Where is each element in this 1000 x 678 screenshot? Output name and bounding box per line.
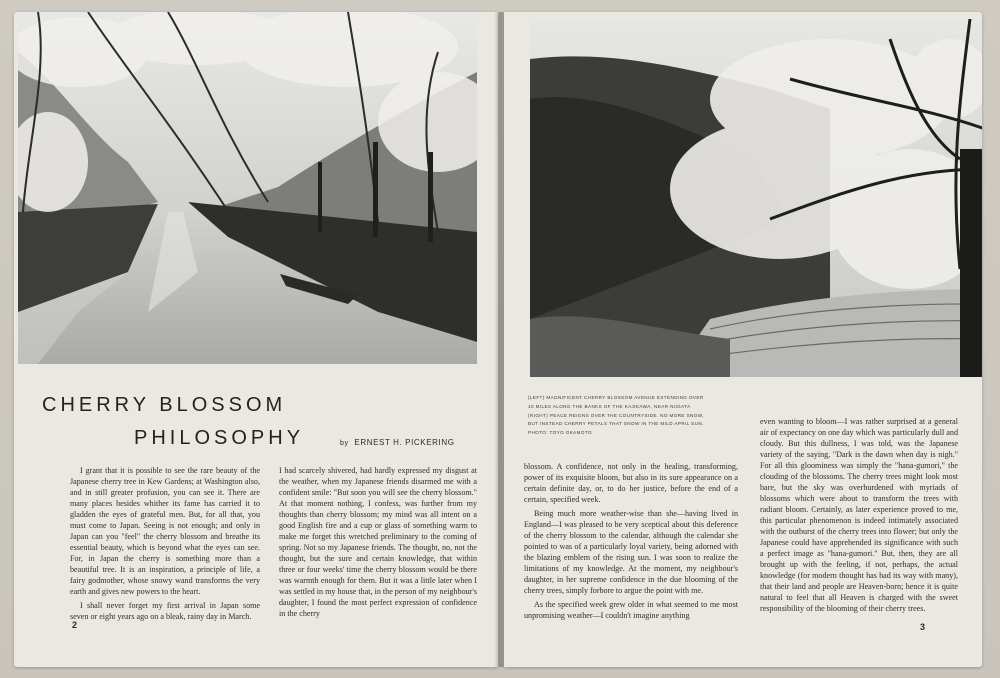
caption-line: BUT INSTEAD CHERRY PETALS THAT SNOW IN THE MILD APRIL SUN. <box>528 421 704 427</box>
photo-caption <box>528 394 738 438</box>
left-column-1 <box>70 465 260 625</box>
caption-line: (LEFT) MAGNIFICENT CHERRY BLOSSOM AVENUE EXTENDING OVER <box>528 395 704 400</box>
right-page <box>504 12 982 667</box>
paragraph: I grant that it is possible to see the rare beauty of the Japanese cherry tree in Kew Gardens; at Washington also, and in still greater profusion, you can see it. There are many places besides whither its fame has carried it to gladden the eyes of grateful men. But, for all that, you must come to Japan. Seeing is not enough; and only in Japan can you "feel" the cherry blossom and breathe its essential beauty, which is beyond what the eyes can see. For, in Japan the cherry is something more than a beautiful tree. It is an inspiration, a principle of life, a fairy godmother, whose snowy wand transforms the very earth and gives new powers to the heart. <box>70 466 260 596</box>
byline-by: by <box>340 440 349 447</box>
paragraph: blossom. A confidence, not only in the healing, transforming, power of its exquisite bloom, but also in its sure appearance on a certain definite day, or, to do her justice, before the end of a certain, specified week. <box>524 462 738 504</box>
paragraph: As the specified week grew older in what seemed to me most unpromising weather—I couldn't imagine anything <box>524 600 738 620</box>
left-page <box>14 12 498 667</box>
caption-line: 10 MILES ALONG THE BANKS OF THE KAJIKAWA, NEAR NIIGATA <box>528 403 691 409</box>
caption-line: (RIGHT) PEACE REIGNS OVER THE COUNTRYSIDE. NO MORE SNOW, <box>528 412 704 418</box>
byline-author: ERNEST H. PICKERING <box>354 438 455 447</box>
cherry-avenue-canal-photo <box>18 12 477 364</box>
paragraph: Being much more weather-wise than she—having lived in England—I was pleased to be very sceptical about this deference of the cherry blossom to the calendar, although the calendar she pointed to was of a particularly loyal variety, being adorned with the blazing emblem of the rising sun. I was soon to realize the limitations of my knowledge. At the moment, my neighbour's daughter, in her supreme confidence in the due blooming of the cherry trees, simply forbore to argue the point with me. <box>524 509 738 595</box>
article-title-line1: CHERRY BLOSSOM <box>42 394 287 416</box>
paragraph: I shall never forget my first arrival in Japan some seven or eight years ago on a bleak, rainy day in March. <box>70 601 260 621</box>
caption-credit: PHOTO: TOYO OKAMOTO <box>528 430 592 436</box>
article-title-line2: PHILOSOPHY <box>134 427 305 449</box>
page-number-right: 3 <box>920 622 926 632</box>
countryside-cherry-photo <box>530 19 982 377</box>
byline <box>340 438 455 447</box>
paragraph: I had scarcely shivered, had hardly expressed my disgust at the weather, when my Japanese friends disarmed me with a confident smile: "But soon you will see the cherry blossom." At that moment nothing, I confess, was further from my thoughts than cherry blossom; my mind was all intent on a good English fire and a cup or glass of something warm to make me forget this wretched preliminary to the coming of spring. Not so my Japanese friends. The thought, no, not the thought, but the sure and certain knowledge, that within three or four weeks' time the cherry blossom would be there was warmth enough for them. But it was a little later when I was settled in my house that, in the person of my neighbour's daughter, I found the most perfect expression of confidence in the cherry <box>279 466 477 618</box>
page-number-left: 2 <box>72 620 78 630</box>
right-column-2 <box>760 416 958 617</box>
right-column-1 <box>524 461 738 624</box>
paragraph: even wanting to bloom—I was rather surprised at a general air of expectancy on one day which was particularly dull and cloudy. But this dullness, I was told, was the Japanese variety of the saying, "Dark is the dawn when day is nigh." For all this gloominess was simply the "hana-gumori," the clouding of the blossoms. The cherry trees might look most bare, but the sky was overburdened with myriads of blossoms which were about to transform the trees with radiant bloom. Certainly, as later experience proved to me, this particular phenomenon is indeed intimately associated with the outburst of the cherry trees into flower; but only the Japanese could have apprehended its significance with such a perfect image as "hana-gumori." But, then, they are all brought up with the feeling, if not, perhaps, the actual knowledge (for modern thought has had its way with many), that their land and people are Heaven-born; hence it is quite natural to feel that all Heaven is charged with the sweet responsibility of the blooming of their cherry trees. <box>760 417 958 613</box>
left-column-2 <box>279 465 477 622</box>
